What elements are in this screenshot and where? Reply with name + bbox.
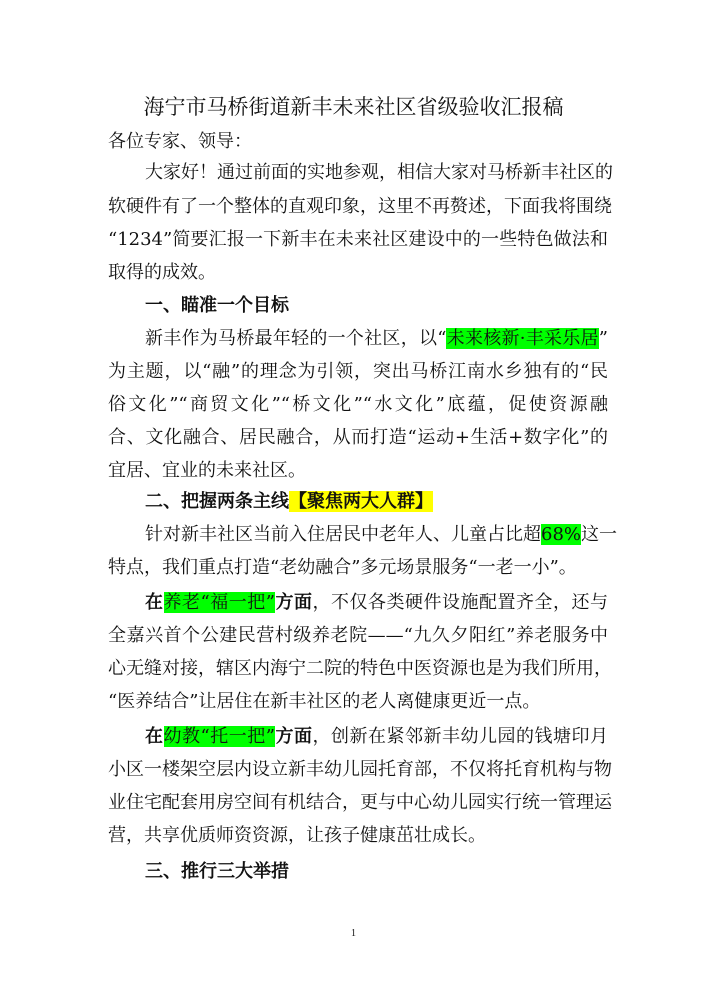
section-2-heading: 二、把握两条主线【聚焦两大人群】 [145,491,433,512]
section-2-p1-line-2: 特点，我们重点打造“老幼融合”多元场景服务“一老一小”。 [108,557,577,578]
document-title: 海宁市马桥街道新丰未来社区省级验收汇报稿 [143,95,564,119]
section-2-p3-line-4: 营，共享优质师资资源，让孩子健康茁壮成长。 [108,825,486,846]
highlight-theme: 未来核新·丰采乐居 [446,328,599,349]
section-2-p2-line-3: 心无缝对接，辖区内海宁二院的特色中医资源也是为我们所用， [108,658,612,679]
section-1-line-3: 俗文化”“商贸文化”“桥文化”“水文化”底蕴，促使资源融 [108,394,608,415]
section-1-line-4: 合、文化融合、居民融合，从而打造“运动+生活+数字化”的 [108,427,608,448]
intro-line-4: 取得的成效。 [108,262,216,283]
salutation: 各位专家、领导： [108,131,252,152]
section-1-heading: 一、瞄准一个目标 [145,295,289,316]
section-2-p3-line-1: 在幼教“托一把”方面，创新在紧邻新丰幼儿园的钱塘印月 [145,726,609,747]
section-2-p2-line-2: 全嘉兴首个公建民营村级养老院——“九久夕阳红”养老服务中 [108,625,608,646]
section-2-p2-line-4: “医养结合”让居住在新丰社区的老人离健康更近一点。 [108,691,541,712]
page-number: 1 [351,928,356,939]
section-2-heading-tag: 【聚焦两大人群】 [289,491,433,512]
highlight-percentage: 68% [541,524,582,545]
highlight-elderly-care: 养老“福一把” [163,592,275,613]
section-1-line-5: 宜居、宜业的未来社区。 [108,460,306,481]
section-2-p3-line-2: 小区一楼架空层内设立新丰幼儿园托育部，不仅将托育机构与物 [108,759,612,780]
intro-line-3: “1234”简要汇报一下新丰在未来社区建设中的一些特色做法和 [108,229,608,250]
section-2-p2-line-1: 在养老“福一把”方面，不仅各类硬件设施配置齐全，还与 [145,592,609,613]
intro-line-2: 软硬件有了一个整体的直观印象，这里不再赘述，下面我将围绕 [108,196,612,217]
section-1-line-1: 新丰作为马桥最年轻的一个社区，以“未来核新·丰采乐居” [145,328,608,349]
section-2-p3-line-3: 业住宅配套用房空间有机结合，更与中心幼儿园实行统一管理运 [108,792,612,813]
section-3-heading: 三、推行三大举措 [145,861,289,882]
intro-line-1: 大家好！通过前面的实地参观，相信大家对马桥新丰社区的 [145,162,613,183]
section-1-line-2: 为主题，以“融”的理念为引领，突出马桥江南水乡独有的“民 [108,361,608,382]
highlight-childcare: 幼教“托一把” [163,726,275,747]
section-2-p1-line-1: 针对新丰社区当前入住居民中老年人、儿童占比超68%这一 [145,524,618,545]
